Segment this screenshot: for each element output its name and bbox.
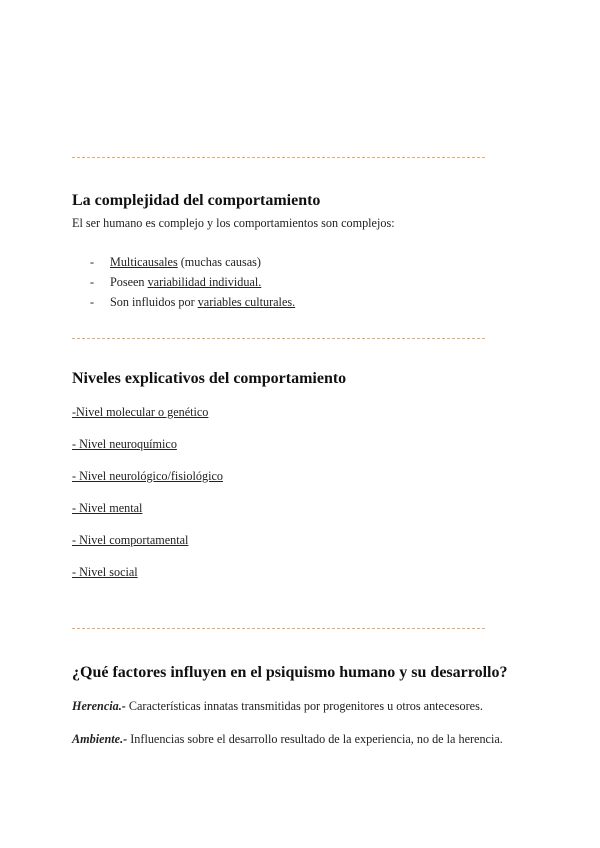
list-item	[90, 295, 295, 315]
section-divider	[72, 628, 485, 629]
level-item-molecular: -Nivel molecular o genético	[72, 405, 209, 419]
section-intro: El ser humano es complejo y los comportamientos son complejos:	[72, 216, 395, 230]
level-item-social: - Nivel social	[72, 565, 138, 579]
list-item	[90, 275, 295, 295]
definition-term: Ambiente.-	[72, 732, 128, 746]
list-item-text: (muchas causas)	[177, 255, 261, 269]
section-divider	[72, 338, 485, 339]
level-item-neuroquimico: - Nivel neuroquímico	[72, 437, 177, 451]
definition-text: Influencias sobre el desarrollo resultado de la experiencia, no de la herencia.	[127, 732, 503, 746]
bullet-dash: -	[90, 255, 95, 269]
definition-text: Características innatas transmitidas por progenitores u otros antecesores.	[125, 699, 483, 713]
definition-ambiente	[72, 732, 503, 747]
list-item-text: Son influidos por	[110, 295, 198, 309]
bullet-dash: -	[90, 275, 95, 289]
list-item	[90, 255, 295, 275]
section-title-complejidad: La complejidad del comportamiento	[72, 192, 321, 209]
definition-herencia	[72, 699, 483, 714]
section-title-factores: ¿Qué factores influyen en el psiquismo humano y su desarrollo?	[72, 664, 508, 681]
level-item-comportamental: - Nivel comportamental	[72, 533, 189, 547]
underlined-term: variabilidad individual.	[147, 275, 262, 289]
section-title-niveles: Niveles explicativos del comportamiento	[72, 370, 347, 387]
list-item-text: Poseen	[110, 275, 148, 289]
underlined-term: Multicausales	[110, 255, 178, 269]
bullet-dash: -	[90, 295, 95, 309]
section-divider	[72, 157, 485, 158]
bullet-list	[90, 255, 295, 315]
level-item-neurologico: - Nivel neurológico/fisiológico	[72, 469, 223, 483]
level-item-mental: - Nivel mental	[72, 501, 143, 515]
underlined-term: variables culturales.	[197, 295, 296, 309]
definition-term: Herencia.-	[72, 699, 126, 713]
